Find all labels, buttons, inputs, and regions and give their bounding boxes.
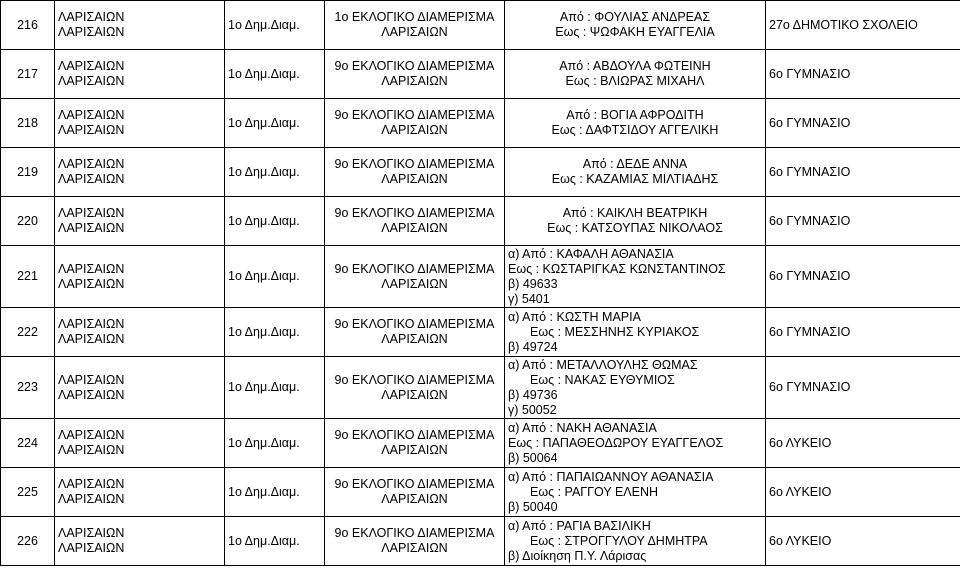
polling-location: 6ο ΓΥΜΝΑΣΙΟ [766, 50, 960, 99]
municipal-unit: 1ο Δημ.Διαμ. [225, 468, 325, 517]
station-number: 223 [1, 357, 55, 419]
municipality-cell: ΛΑΡΙΣΑΙΩΝ ΛΑΡΙΣΑΙΩΝ [55, 1, 225, 50]
municipality-cell: ΛΑΡΙΣΑΙΩΝ ΛΑΡΙΣΑΙΩΝ [55, 517, 225, 566]
municipal-unit: 1ο Δημ.Διαμ. [225, 148, 325, 197]
table-row [1, 197, 960, 246]
polling-location: 6ο ΓΥΜΝΑΣΙΟ [766, 308, 960, 357]
table-row [1, 308, 960, 357]
station-number: 218 [1, 99, 55, 148]
voter-range: Από : ΔΕΔΕ ΑΝΝΑ Εως : ΚΑΖΑΜΙΑΣ ΜΙΛΤΙΑΔΗΣ [505, 148, 766, 197]
voter-range: α) Από : ΚΑΦΑΛΗ ΑΘΑΝΑΣΙΑ Εως : ΚΩΣΤΑΡΙΓΚΑΣ ΚΩΝΣΤΑΝΤΙΝΟΣ β) 49633 γ) 5401 [505, 246, 766, 308]
polling-location: 27ο ΔΗΜΟΤΙΚΟ ΣΧΟΛΕΙΟ [766, 1, 960, 50]
station-number: 225 [1, 468, 55, 517]
municipality-cell: ΛΑΡΙΣΑΙΩΝ ΛΑΡΙΣΑΙΩΝ [55, 148, 225, 197]
voter-range: Από : ΦΟΥΛΙΑΣ ΑΝΔΡΕΑΣ Εως : ΨΩΦΑΚΗ ΕΥΑΓΓΕΛΙΑ [505, 1, 766, 50]
polling-location: 6ο ΛΥΚΕΙΟ [766, 468, 960, 517]
municipal-unit: 1ο Δημ.Διαμ. [225, 50, 325, 99]
voter-range: α) Από : ΝΑΚΗ ΑΘΑΝΑΣΙΑ Εως : ΠΑΠΑΘΕΟΔΩΡΟΥ ΕΥΑΓΓΕΛΟΣ β) 50064 [505, 419, 766, 468]
electoral-district: 9ο ΕΚΛΟΓΙΚΟ ΔΙΑΜΕΡΙΣΜΑ ΛΑΡΙΣΑΙΩΝ [325, 197, 505, 246]
municipal-unit: 1ο Δημ.Διαμ. [225, 517, 325, 566]
voter-range: α) Από : ΡΑΓΙΑ ΒΑΣΙΛΙΚΗ Εως : ΣΤΡΟΓΓΥΛΟΥ ΔΗΜΗΤΡΑ β) Διοίκηση Π.Υ. Λάρισας [505, 517, 766, 566]
station-number: 226 [1, 517, 55, 566]
voter-range: α) Από : ΠΑΠΑΙΩΑΝΝΟΥ ΑΘΑΝΑΣΙΑ Εως : ΡΑΓΓΟΥ ΕΛΕΝΗ β) 50040 [505, 468, 766, 517]
polling-location: 6ο ΓΥΜΝΑΣΙΟ [766, 99, 960, 148]
electoral-district: 9ο ΕΚΛΟΓΙΚΟ ΔΙΑΜΕΡΙΣΜΑ ΛΑΡΙΣΑΙΩΝ [325, 246, 505, 308]
municipality-cell: ΛΑΡΙΣΑΙΩΝ ΛΑΡΙΣΑΙΩΝ [55, 246, 225, 308]
polling-location: 6ο ΓΥΜΝΑΣΙΟ [766, 197, 960, 246]
table-row [1, 99, 960, 148]
municipality-cell: ΛΑΡΙΣΑΙΩΝ ΛΑΡΙΣΑΙΩΝ [55, 419, 225, 468]
electoral-district: 9ο ΕΚΛΟΓΙΚΟ ΔΙΑΜΕΡΙΣΜΑ ΛΑΡΙΣΑΙΩΝ [325, 419, 505, 468]
station-number: 217 [1, 50, 55, 99]
table-row [1, 246, 960, 308]
station-number: 222 [1, 308, 55, 357]
electoral-district: 9ο ΕΚΛΟΓΙΚΟ ΔΙΑΜΕΡΙΣΜΑ ΛΑΡΙΣΑΙΩΝ [325, 308, 505, 357]
polling-location: 6ο ΛΥΚΕΙΟ [766, 419, 960, 468]
voter-range: Από : ΑΒΔΟΥΛΑ ΦΩΤΕΙΝΗ Εως : ΒΛΙΩΡΑΣ ΜΙΧΑΗΛ [505, 50, 766, 99]
municipality-cell: ΛΑΡΙΣΑΙΩΝ ΛΑΡΙΣΑΙΩΝ [55, 99, 225, 148]
electoral-district: 9ο ΕΚΛΟΓΙΚΟ ΔΙΑΜΕΡΙΣΜΑ ΛΑΡΙΣΑΙΩΝ [325, 50, 505, 99]
voter-range: Από : ΚΑΙΚΛΗ ΒΕΑΤΡΙΚΗ Εως : ΚΑΤΣΟΥΠΑΣ ΝΙΚΟΛΑΟΣ [505, 197, 766, 246]
electoral-district: 9ο ΕΚΛΟΓΙΚΟ ΔΙΑΜΕΡΙΣΜΑ ΛΑΡΙΣΑΙΩΝ [325, 99, 505, 148]
municipality-cell: ΛΑΡΙΣΑΙΩΝ ΛΑΡΙΣΑΙΩΝ [55, 197, 225, 246]
municipality-cell: ΛΑΡΙΣΑΙΩΝ ΛΑΡΙΣΑΙΩΝ [55, 357, 225, 419]
table-row [1, 419, 960, 468]
municipal-unit: 1ο Δημ.Διαμ. [225, 197, 325, 246]
electoral-district: 1ο ΕΚΛΟΓΙΚΟ ΔΙΑΜΕΡΙΣΜΑ ΛΑΡΙΣΑΙΩΝ [325, 1, 505, 50]
station-number: 216 [1, 1, 55, 50]
station-number: 224 [1, 419, 55, 468]
voter-range: α) Από : ΚΩΣΤΗ ΜΑΡΙΑ Εως : ΜΕΣΣΗΝΗΣ ΚΥΡΙΑΚΟΣ β) 49724 [505, 308, 766, 357]
municipal-unit: 1ο Δημ.Διαμ. [225, 1, 325, 50]
electoral-district: 9ο ΕΚΛΟΓΙΚΟ ΔΙΑΜΕΡΙΣΜΑ ΛΑΡΙΣΑΙΩΝ [325, 517, 505, 566]
table-row [1, 148, 960, 197]
municipal-unit: 1ο Δημ.Διαμ. [225, 99, 325, 148]
municipal-unit: 1ο Δημ.Διαμ. [225, 419, 325, 468]
municipal-unit: 1ο Δημ.Διαμ. [225, 357, 325, 419]
municipality-cell: ΛΑΡΙΣΑΙΩΝ ΛΑΡΙΣΑΙΩΝ [55, 308, 225, 357]
station-number: 220 [1, 197, 55, 246]
polling-location: 6ο ΛΥΚΕΙΟ [766, 517, 960, 566]
electoral-district: 9ο ΕΚΛΟΓΙΚΟ ΔΙΑΜΕΡΙΣΜΑ ΛΑΡΙΣΑΙΩΝ [325, 468, 505, 517]
voter-range: Από : ΒΟΓΙΑ ΑΦΡΟΔΙΤΗ Εως : ΔΑΦΤΣΙΔΟΥ ΑΓΓΕΛΙΚΗ [505, 99, 766, 148]
table-row [1, 1, 960, 50]
polling-location: 6ο ΓΥΜΝΑΣΙΟ [766, 246, 960, 308]
station-number: 221 [1, 246, 55, 308]
electoral-district: 9ο ΕΚΛΟΓΙΚΟ ΔΙΑΜΕΡΙΣΜΑ ΛΑΡΙΣΑΙΩΝ [325, 148, 505, 197]
municipal-unit: 1ο Δημ.Διαμ. [225, 246, 325, 308]
table-row [1, 50, 960, 99]
table-row [1, 517, 960, 566]
municipality-cell: ΛΑΡΙΣΑΙΩΝ ΛΑΡΙΣΑΙΩΝ [55, 468, 225, 517]
voter-range: α) Από : ΜΕΤΑΛΛΟΥΛΗΣ ΘΩΜΑΣ Εως : ΝΑΚΑΣ ΕΥΘΥΜΙΟΣ β) 49736 γ) 50052 [505, 357, 766, 419]
polling-location: 6ο ΓΥΜΝΑΣΙΟ [766, 148, 960, 197]
table-row [1, 357, 960, 419]
municipal-unit: 1ο Δημ.Διαμ. [225, 308, 325, 357]
station-number: 219 [1, 148, 55, 197]
municipality-cell: ΛΑΡΙΣΑΙΩΝ ΛΑΡΙΣΑΙΩΝ [55, 50, 225, 99]
electoral-district: 9ο ΕΚΛΟΓΙΚΟ ΔΙΑΜΕΡΙΣΜΑ ΛΑΡΙΣΑΙΩΝ [325, 357, 505, 419]
polling-location: 6ο ΓΥΜΝΑΣΙΟ [766, 357, 960, 419]
table-row [1, 468, 960, 517]
